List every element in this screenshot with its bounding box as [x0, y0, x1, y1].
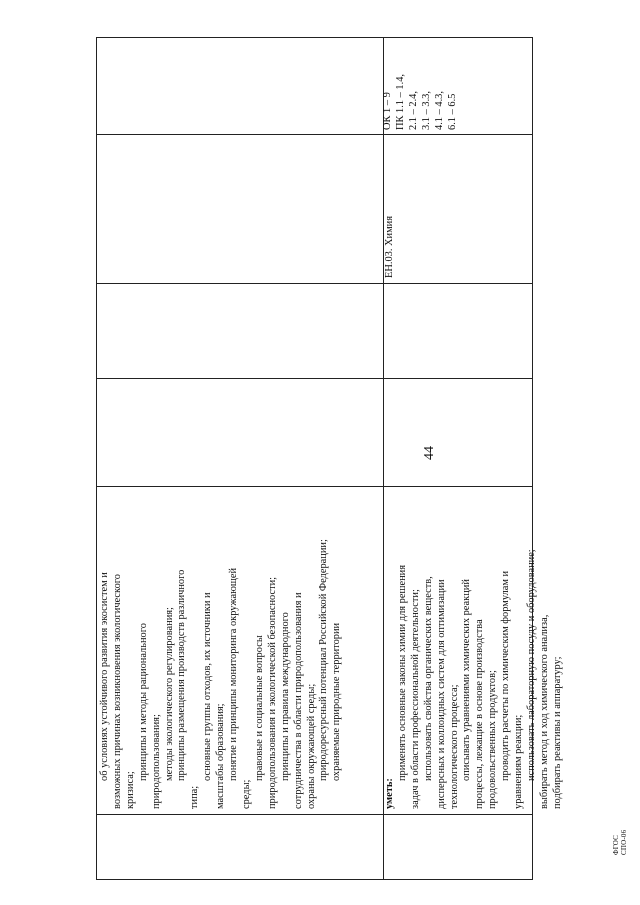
- text-line: масштабы образования;: [215, 703, 227, 809]
- previous-knowledge-block: [99, 539, 344, 809]
- text-line: задач в области профессиональной деятельности;: [409, 589, 421, 809]
- competency-line: 2.1 – 2.4,: [407, 91, 419, 130]
- competency-line: ОК 1 – 9: [382, 92, 393, 130]
- text-line: сотрудничества в области природопользования и: [292, 592, 304, 809]
- text-line: продовольственных продуктов;: [487, 670, 499, 809]
- row-divider: [97, 486, 532, 487]
- row-divider: [97, 134, 532, 135]
- skills-block: [384, 549, 565, 809]
- row-divider: [97, 378, 532, 379]
- text-line: среды;: [240, 779, 252, 809]
- text-line: кризиса;: [124, 771, 136, 809]
- page-number: 44: [422, 446, 437, 460]
- text-line: природоресурсный потенциал Российской Федерации;: [318, 539, 330, 781]
- text-line: понятие и принципы мониторинга окружающей: [228, 567, 240, 781]
- text-line: методы экологического регулирования;: [163, 607, 175, 781]
- row-divider: [97, 814, 532, 815]
- text-line: процессы, лежащие в основе производства: [474, 619, 486, 809]
- curriculum-table: [96, 37, 563, 880]
- text-line: принципы и правила международного: [279, 612, 291, 781]
- text-line: возможных причинах возникновения экологического: [111, 574, 123, 809]
- text-line: подбирать реактивы и аппаратуру;: [551, 656, 563, 809]
- text-line: технологического процесса;: [448, 684, 460, 809]
- footer-code: ФГОС СПО-06: [612, 829, 628, 855]
- text-line: охраны окружающей среды;: [305, 683, 317, 809]
- text-line: применять основные законы химии для решения: [396, 565, 408, 781]
- competencies-cell: [382, 74, 459, 130]
- text-line: уравнениям реакции;: [513, 714, 525, 809]
- competency-line: 4.1 – 4.3,: [433, 91, 445, 130]
- text-line: дисперсных и коллоидных систем для оптимизации: [435, 579, 447, 809]
- competency-line: 3.1 – 3.3,: [420, 91, 432, 130]
- row-divider: [97, 283, 532, 284]
- discipline-name: ЕН.03. Химия: [384, 215, 395, 278]
- text-line: проводить расчеты по химическим формулам и: [500, 570, 512, 781]
- competency-line: ПК 1.1 – 1.4,: [394, 74, 406, 130]
- discipline-cell: [384, 216, 397, 278]
- skills-heading: уметь:: [384, 778, 395, 809]
- text-line: описывать уравнениями химических реакций: [461, 579, 473, 781]
- text-line: выбирать метод и ход химического анализа,: [538, 614, 550, 809]
- competency-line: 6.1 – 6.5: [446, 93, 458, 130]
- text-line: основные группы отходов, их источники и: [202, 592, 214, 781]
- text-line: типа;: [189, 785, 201, 809]
- text-line: охраняемые природные территории: [331, 622, 343, 781]
- text-line: принципы размещения производств различного: [176, 569, 188, 781]
- text-line: природопользования и экологической безопасности;: [266, 576, 278, 809]
- text-line: природопользования;: [150, 714, 162, 809]
- text-line: об условиях устойчивого развития экосистем и: [99, 572, 110, 781]
- text-line: использовать свойства органических веществ,: [422, 576, 434, 781]
- text-line: использовать лабораторную посуду и оборудование;: [525, 549, 537, 781]
- text-line: правовые и социальные вопросы: [253, 635, 265, 781]
- text-line: принципы и методы рационального: [137, 623, 149, 781]
